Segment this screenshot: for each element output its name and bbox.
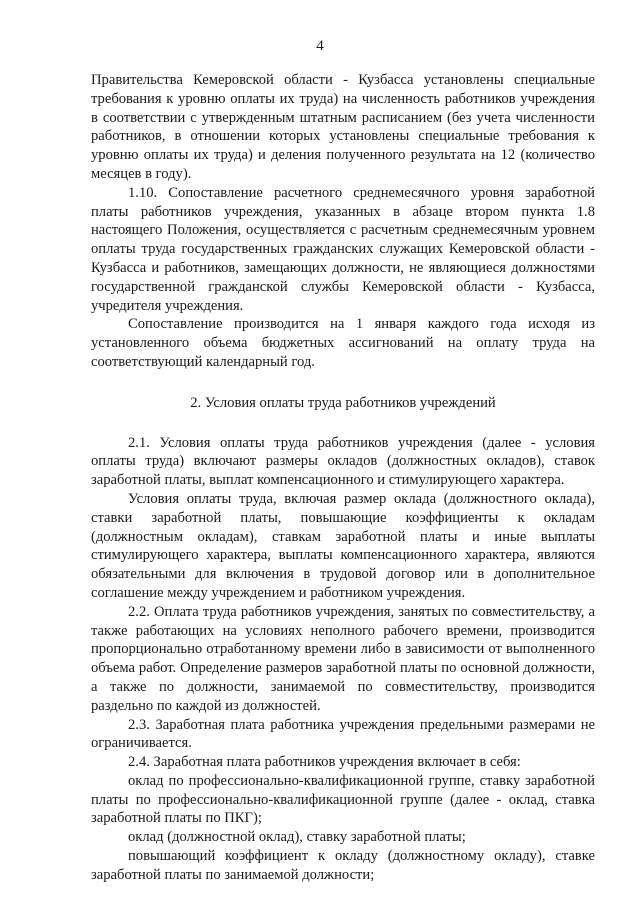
page-number: 4	[316, 38, 324, 54]
list-item-coefficient: повышающий коэффициент к окладу (должностному окладу), ставке заработной платы по занимаемой должности;	[91, 848, 595, 883]
paragraph-continuation: Правительства Кемеровской области - Кузбасса установлены специальные требования к уровню оплаты их труда) на численность работников учреждения в соответствии с утвержденным штатным расписанием (без учета численности работников, в отношении которых установлены специальные требования к уровню оплаты их труда) и деления полученного результата на 12 (количество месяцев в году).	[91, 72, 595, 182]
list-item-oklad-pkg: оклад по профессионально-квалификационной группе, ставку заработной платы по профессионально-квалификационной группе (далее - оклад, ставка заработной платы по ПКГ);	[91, 772, 595, 827]
paragraph-2-4: 2.4. Заработная плата работников учреждения включает в себя:	[128, 754, 521, 771]
paragraph-comparison: Сопоставление производится на 1 января каждого года исходя из установленного объема бюджетных ассигнований на оплату труда на соответствующий календарный год.	[91, 316, 595, 370]
paragraph-2-1: 2.1. Условия оплаты труда работников учреждения (далее - условия оплаты труда) включают размеры окладов (должностных окладов), ставок заработной платы, выплат компенсационного и стимулирующего характера.	[91, 434, 595, 489]
section-heading: 2. Условия оплаты труда работников учреждений	[190, 394, 496, 411]
paragraph-1-10: 1.10. Сопоставление расчетного среднемесячного уровня заработной платы работников учреждения, указанных в абзаце втором пункта 1.8 настоящего Положения, осуществляется с расчетным среднемесячным уровнем оплаты труда государственных гражданских служащих Кемеровской области - Кузбасса и работников, замещающих должности, не являющиеся должностями государственной гражданской службы Кемеровской области - Кузбасса, учредителя учреждения.	[91, 184, 595, 314]
list-item-oklad: оклад (должностной оклад), ставку заработной платы;	[128, 829, 466, 846]
paragraph-conditions: Условия оплаты труда, включая размер оклада (должностного оклада), ставки заработной платы, повышающие коэффициенты к окладам (должностным окладам), ставкам заработной платы и иные выплаты стимулирующего характера, выплаты компенсационного характера, являются обязательными для включения в трудовой договор или в дополнительное соглашение между учреждением и работником учреждения.	[91, 490, 595, 601]
document-body	[91, 71, 595, 885]
paragraph-2-2: 2.2. Оплата труда работников учреждения, занятых по совместительству, а также работающих на условиях неполного рабочего времени, производится пропорционально отработанному времени либо в зависимости от выполненного объема работ. Определение размеров заработной платы по основной должности, а также по должности, занимаемой по совместительству, производится раздельно по каждой из должностей.	[91, 603, 595, 714]
paragraph-2-3: 2.3. Заработная плата работника учреждения предельными размерами не ограничивается.	[91, 716, 595, 752]
